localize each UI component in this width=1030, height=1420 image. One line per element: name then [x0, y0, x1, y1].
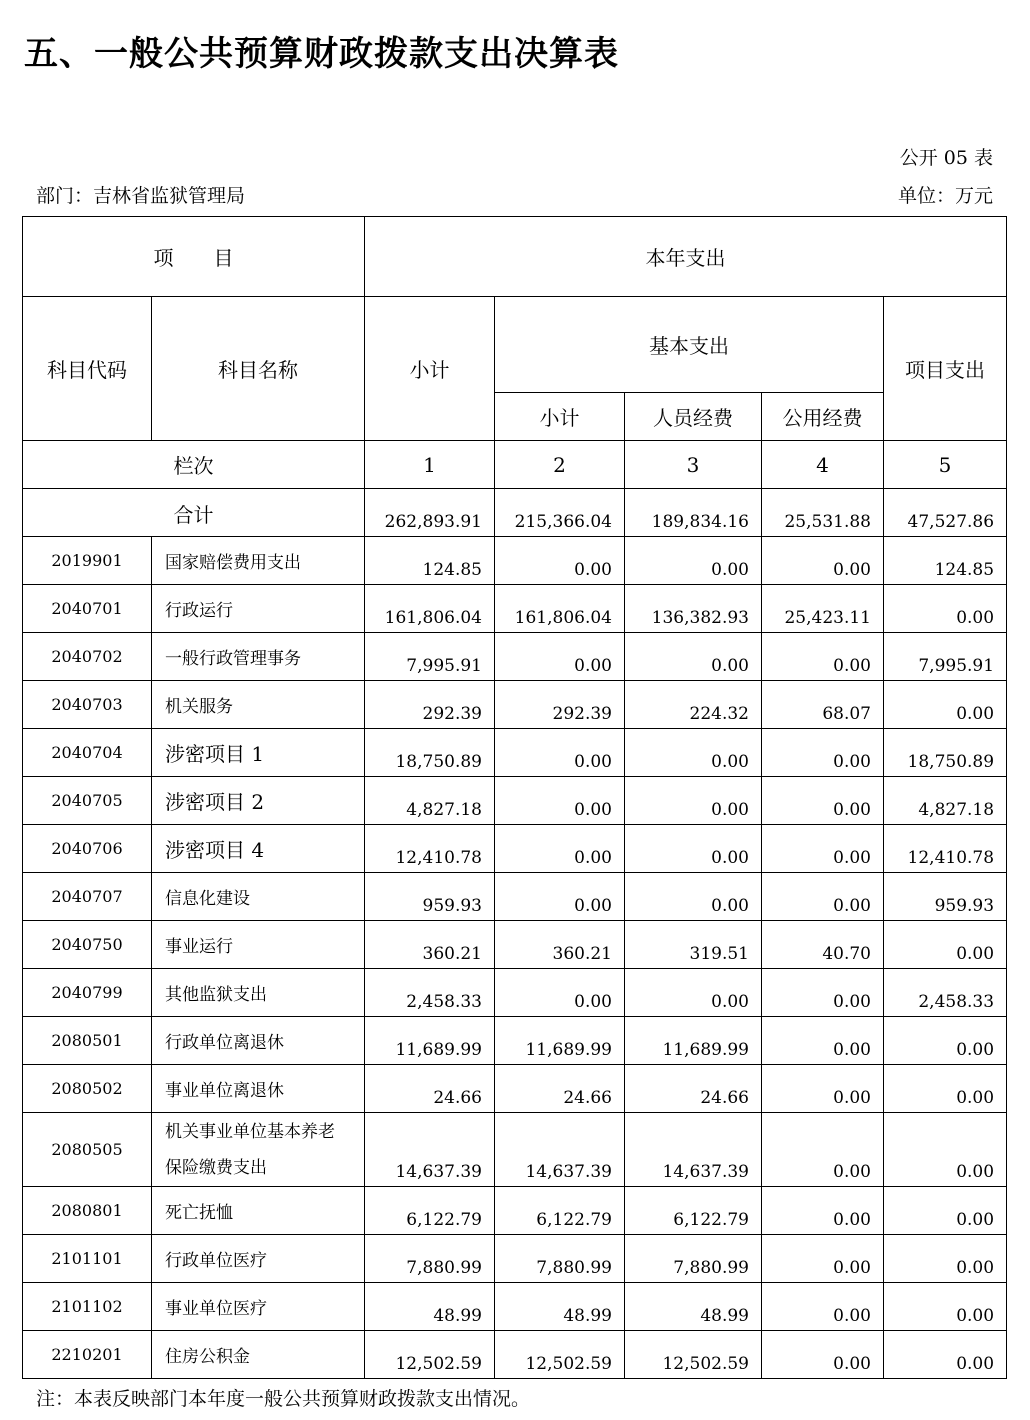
- table-row: [23, 777, 1007, 825]
- row-value: 6,122.79: [625, 1187, 762, 1235]
- row-value: 0.00: [495, 729, 625, 777]
- column-number: 3: [625, 441, 762, 489]
- header-personnel: 人员经费: [625, 393, 762, 441]
- header-project: 项目支出: [884, 297, 1007, 441]
- column-number: 5: [884, 441, 1007, 489]
- row-code: 2101101: [23, 1235, 152, 1283]
- row-name: 事业单位医疗: [152, 1283, 365, 1331]
- row-value: 224.32: [625, 681, 762, 729]
- row-value: 161,806.04: [365, 585, 495, 633]
- row-value: 7,880.99: [495, 1235, 625, 1283]
- row-value: 0.00: [625, 729, 762, 777]
- header-row-2: [23, 297, 1007, 393]
- row-code: 2101102: [23, 1283, 152, 1331]
- table-row: [23, 873, 1007, 921]
- row-value: 7,880.99: [625, 1235, 762, 1283]
- expenditure-table: [22, 216, 1007, 1379]
- column-number: 1: [365, 441, 495, 489]
- row-code: 2040704: [23, 729, 152, 777]
- row-value: 0.00: [762, 1113, 884, 1187]
- table-row: [23, 1235, 1007, 1283]
- row-value: 0.00: [762, 969, 884, 1017]
- total-label: 合计: [23, 489, 365, 537]
- row-value: 959.93: [365, 873, 495, 921]
- row-value: 12,502.59: [625, 1331, 762, 1379]
- row-value: 12,502.59: [365, 1331, 495, 1379]
- row-value: 0.00: [884, 1235, 1007, 1283]
- row-value: 0.00: [762, 777, 884, 825]
- header-code: 科目代码: [23, 297, 152, 441]
- row-value: 0.00: [884, 1017, 1007, 1065]
- table-row: [23, 825, 1007, 873]
- row-value: 6,122.79: [495, 1187, 625, 1235]
- table-row: [23, 1187, 1007, 1235]
- row-value: 0.00: [625, 825, 762, 873]
- table-row: [23, 969, 1007, 1017]
- header-current-year: 本年支出: [365, 217, 1007, 297]
- row-value: 0.00: [625, 873, 762, 921]
- row-value: 18,750.89: [884, 729, 1007, 777]
- row-value: 0.00: [495, 825, 625, 873]
- row-value: 2,458.33: [884, 969, 1007, 1017]
- row-value: 48.99: [365, 1283, 495, 1331]
- row-value: 12,502.59: [495, 1331, 625, 1379]
- row-name: 住房公积金: [152, 1331, 365, 1379]
- row-value: 6,122.79: [365, 1187, 495, 1235]
- row-value: 0.00: [762, 729, 884, 777]
- row-value: 319.51: [625, 921, 762, 969]
- table-row: [23, 1283, 1007, 1331]
- row-name: 行政单位医疗: [152, 1235, 365, 1283]
- department-label: 部门：吉林省监狱管理局: [36, 185, 246, 207]
- row-code: 2019901: [23, 537, 152, 585]
- row-value: 959.93: [884, 873, 1007, 921]
- row-name: 涉密项目 2: [152, 777, 365, 825]
- row-value: 14,637.39: [495, 1113, 625, 1187]
- row-value: 14,637.39: [365, 1113, 495, 1187]
- table-row: [23, 1331, 1007, 1379]
- row-code: 2040707: [23, 873, 152, 921]
- row-value: 7,880.99: [365, 1235, 495, 1283]
- row-value: 11,689.99: [625, 1017, 762, 1065]
- column-label: 栏次: [23, 441, 365, 489]
- row-value: 0.00: [762, 1065, 884, 1113]
- footnote: 注：本表反映部门本年度一般公共预算财政拨款支出情况。: [36, 1388, 531, 1410]
- row-value: 0.00: [625, 969, 762, 1017]
- row-value: 0.00: [495, 537, 625, 585]
- total-value: 215,366.04: [495, 489, 625, 537]
- row-value: 12,410.78: [884, 825, 1007, 873]
- row-value: 0.00: [495, 633, 625, 681]
- row-name: 信息化建设: [152, 873, 365, 921]
- table-row: [23, 729, 1007, 777]
- row-value: 7,995.91: [365, 633, 495, 681]
- row-value: 360.21: [365, 921, 495, 969]
- table-row: [23, 633, 1007, 681]
- row-name: [152, 1113, 365, 1187]
- header-basic-subtotal: 小计: [495, 393, 625, 441]
- row-value: 136,382.93: [625, 585, 762, 633]
- row-name: 涉密项目 4: [152, 825, 365, 873]
- header-name: 科目名称: [152, 297, 365, 441]
- row-value: 0.00: [762, 825, 884, 873]
- row-code: 2040701: [23, 585, 152, 633]
- row-value: 161,806.04: [495, 585, 625, 633]
- row-code: 2040705: [23, 777, 152, 825]
- row-value: 48.99: [495, 1283, 625, 1331]
- row-value: 124.85: [884, 537, 1007, 585]
- row-value: 7,995.91: [884, 633, 1007, 681]
- total-value: 189,834.16: [625, 489, 762, 537]
- row-value: 0.00: [625, 537, 762, 585]
- row-value: 11,689.99: [365, 1017, 495, 1065]
- row-name: 机关服务: [152, 681, 365, 729]
- row-value: 0.00: [884, 1283, 1007, 1331]
- row-code: 2040703: [23, 681, 152, 729]
- header-row-1: [23, 217, 1007, 297]
- column-number-row: [23, 441, 1007, 489]
- row-value: 0.00: [762, 1283, 884, 1331]
- table-row: [23, 537, 1007, 585]
- row-name-line: 保险缴费支出: [165, 1157, 267, 1178]
- row-value: 18,750.89: [365, 729, 495, 777]
- row-name: 事业单位离退休: [152, 1065, 365, 1113]
- row-name: 国家赔偿费用支出: [152, 537, 365, 585]
- row-code: 2040750: [23, 921, 152, 969]
- total-value: 47,527.86: [884, 489, 1007, 537]
- total-value: 262,893.91: [365, 489, 495, 537]
- row-value: 24.66: [625, 1065, 762, 1113]
- row-value: 124.85: [365, 537, 495, 585]
- row-name: 事业运行: [152, 921, 365, 969]
- row-value: 0.00: [762, 633, 884, 681]
- row-code: 2080502: [23, 1065, 152, 1113]
- row-name: 一般行政管理事务: [152, 633, 365, 681]
- row-value: 4,827.18: [365, 777, 495, 825]
- row-value: 0.00: [762, 1187, 884, 1235]
- header-item: 项 目: [23, 217, 365, 297]
- row-name: 行政运行: [152, 585, 365, 633]
- row-name-line: 机关事业单位基本养老: [165, 1121, 335, 1142]
- row-code: 2040702: [23, 633, 152, 681]
- row-value: 0.00: [762, 873, 884, 921]
- row-code: 2210201: [23, 1331, 152, 1379]
- row-value: 40.70: [762, 921, 884, 969]
- total-value: 25,531.88: [762, 489, 884, 537]
- row-value: 0.00: [884, 1187, 1007, 1235]
- row-value: 24.66: [495, 1065, 625, 1113]
- column-number: 2: [495, 441, 625, 489]
- row-value: 0.00: [884, 1065, 1007, 1113]
- row-value: 360.21: [495, 921, 625, 969]
- header-public: 公用经费: [762, 393, 884, 441]
- row-name: 死亡抚恤: [152, 1187, 365, 1235]
- header-basic: 基本支出: [495, 297, 884, 393]
- row-value: 0.00: [762, 1235, 884, 1283]
- row-code: 2040799: [23, 969, 152, 1017]
- row-code: 2040706: [23, 825, 152, 873]
- row-value: 0.00: [884, 681, 1007, 729]
- form-number: 公开 05 表: [899, 147, 993, 169]
- row-value: 2,458.33: [365, 969, 495, 1017]
- table-row: [23, 1113, 1007, 1187]
- row-value: 4,827.18: [884, 777, 1007, 825]
- row-value: 0.00: [762, 1331, 884, 1379]
- row-code: 2080501: [23, 1017, 152, 1065]
- row-value: 0.00: [884, 585, 1007, 633]
- table-row: [23, 1065, 1007, 1113]
- table-row: [23, 681, 1007, 729]
- row-value: 0.00: [884, 921, 1007, 969]
- page-title: 五、一般公共预算财政拨款支出决算表: [24, 34, 619, 74]
- row-value: 0.00: [625, 633, 762, 681]
- row-value: 0.00: [495, 777, 625, 825]
- column-number: 4: [762, 441, 884, 489]
- row-name: 行政单位离退休: [152, 1017, 365, 1065]
- row-code: 2080801: [23, 1187, 152, 1235]
- table-row: [23, 1017, 1007, 1065]
- row-value: 24.66: [365, 1065, 495, 1113]
- total-row: [23, 489, 1007, 537]
- header-subtotal: 小计: [365, 297, 495, 441]
- row-value: 0.00: [884, 1113, 1007, 1187]
- row-value: 68.07: [762, 681, 884, 729]
- row-value: 0.00: [625, 777, 762, 825]
- row-value: 48.99: [625, 1283, 762, 1331]
- table-row: [23, 585, 1007, 633]
- row-value: 0.00: [495, 873, 625, 921]
- unit-label: 单位：万元: [897, 185, 993, 207]
- row-value: 292.39: [365, 681, 495, 729]
- row-value: 0.00: [495, 969, 625, 1017]
- table-row: [23, 921, 1007, 969]
- row-value: 25,423.11: [762, 585, 884, 633]
- row-value: 292.39: [495, 681, 625, 729]
- row-name: 其他监狱支出: [152, 969, 365, 1017]
- row-value: 11,689.99: [495, 1017, 625, 1065]
- row-value: 12,410.78: [365, 825, 495, 873]
- row-code: 2080505: [23, 1113, 152, 1187]
- row-value: 14,637.39: [625, 1113, 762, 1187]
- row-value: 0.00: [884, 1331, 1007, 1379]
- row-value: 0.00: [762, 537, 884, 585]
- row-name: 涉密项目 1: [152, 729, 365, 777]
- row-value: 0.00: [762, 1017, 884, 1065]
